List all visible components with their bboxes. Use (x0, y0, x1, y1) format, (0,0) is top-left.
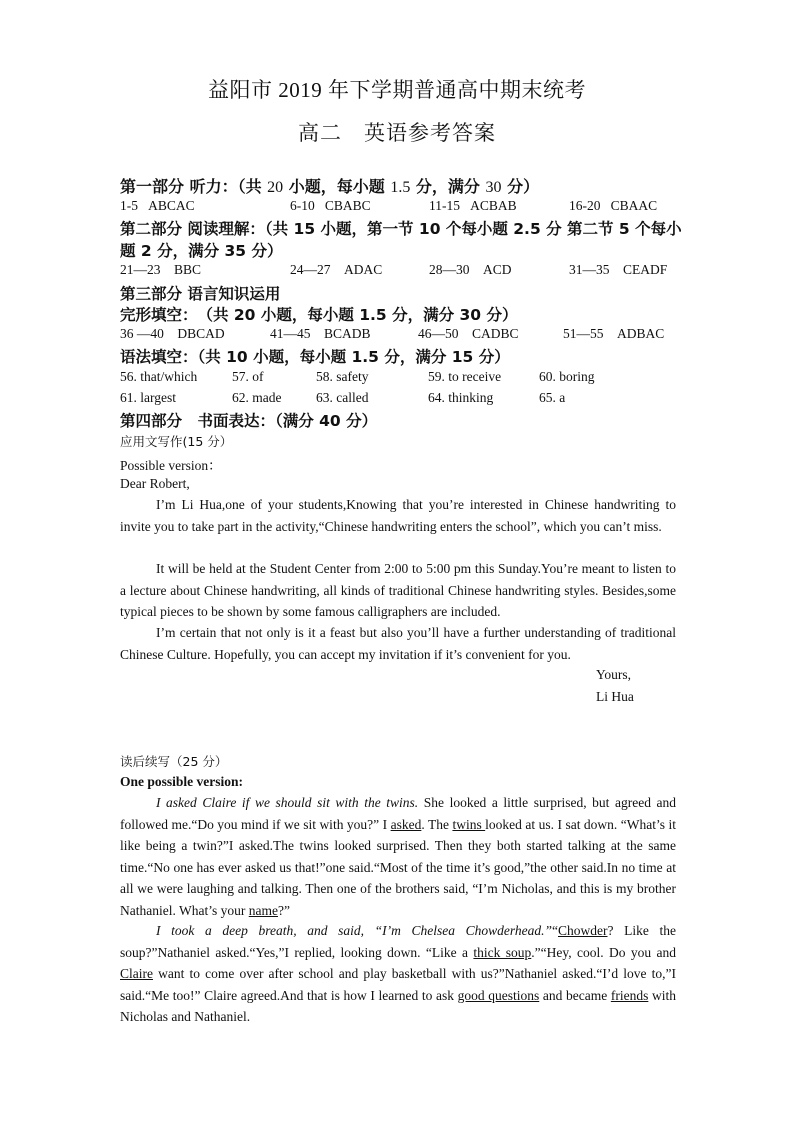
page-title: 益阳市 2019 年下学期普通高中期末统考 (208, 78, 586, 102)
part1-heading-c: 分，满分 (415, 177, 480, 196)
letter-paragraph: I’m Li Hua,one of your students,Knowing that you’re interested in Chinese handwriting to invite you to take part in the activity,“Chinese handwriting enters the school”, which you can’t miss. (120, 497, 676, 534)
answer-range: 31—35 (569, 262, 610, 277)
answer-group (120, 198, 195, 214)
story-opening-sentence: I took a deep breath, and said, “I’m Chelsea Chowderhead.” (156, 923, 552, 938)
answer-key: BCADB (324, 326, 371, 341)
grammar-answer: 64. thinking (428, 390, 494, 405)
answer-group (270, 326, 371, 342)
answer-range: 28—30 (429, 262, 470, 277)
story-paragraph-1 (120, 792, 676, 921)
story-text: .”“Hey, cool. Do you and (531, 944, 676, 960)
grammar-answer: 57. of (232, 369, 264, 384)
story-text: looked at us. I sat down. “What’s it like being a twin?”I asked.The twins looked surprised. Then they both started talking at the same time.“No one has ever asked us that!”one said.“Most of the time it’s good,”the other said.In no time at all we were laughing and talking. Then one of the brothers said, “I’m Nicholas, and this is my brother Nathaniel. What’s your (120, 816, 676, 918)
underlined-word: twins (452, 816, 486, 832)
letter-paragraph: I’m certain that not only is it a feast but also you’ll have a further understanding of traditional Chinese Culture. Hopefully, you can accept my invitation if it’s convenient for you. (120, 625, 676, 662)
grammar-answer: 65. a (539, 390, 566, 405)
underlined-word: name (248, 902, 278, 918)
page-subtitle: 高二 英语参考答案 (298, 121, 496, 145)
underlined-word: friends (610, 987, 649, 1003)
answer-key: DBCAD (177, 326, 225, 341)
applied-writing-label: 应用文写作(15 分） (120, 434, 233, 449)
part1-heading (120, 174, 539, 197)
one-possible-version-label: One possible version: (120, 774, 244, 789)
underlined-word: thick soup (473, 944, 532, 960)
answer-key: CADBC (472, 326, 519, 341)
grammar-answer: 56. that/which (120, 369, 198, 384)
underlined-word: good questions (457, 987, 540, 1003)
answer-group (120, 326, 225, 342)
grammar-answer: 58. safety (316, 369, 369, 384)
story-text: with Nicholas and Nathaniel. (120, 987, 676, 1024)
answer-range: 51—55 (563, 326, 604, 341)
part3-heading: 第三部分 语言知识运用 (120, 285, 281, 303)
answer-key: CBABC (324, 198, 371, 213)
answer-key: BBC (174, 262, 202, 277)
underlined-word: Chowder (558, 923, 608, 938)
grammar-answer: 59. to receive (428, 369, 502, 384)
grammar-answer: 62. made (232, 390, 282, 405)
answer-key: ACBAB (470, 198, 517, 213)
story-text: “ (552, 923, 558, 938)
answer-key: ACD (483, 262, 512, 277)
grammar-heading: 语法填空：（共 10 小题，每小题 1.5 分，满分 15 分） (120, 348, 510, 366)
letter-paragraph: It will be held at the Student Center from 2:00 to 5:00 pm this Sunday.You’re meant to listen to a lecture about Chinese handwriting, all kinds of traditional Chinese handwriting styles. Besides,some typical pieces to be shown by some famous calligraphers are included. (120, 561, 676, 619)
answer-range: 11-15 (429, 198, 460, 213)
letter-greeting: Dear Robert, (120, 476, 190, 491)
answer-group (569, 198, 657, 214)
part1-heading-a: 第一部分 听力：（共 (120, 177, 262, 196)
part2-heading-line2: 题 2 分，满分 35 分） (120, 242, 283, 260)
answer-group (569, 262, 667, 278)
letter-closing: Yours, (596, 667, 632, 682)
story-text: ? Like the soup?”Nathaniel asked.“Yes,”I replied, looking down. “Like a (120, 923, 676, 960)
answer-group (563, 326, 664, 342)
answer-group (120, 262, 201, 278)
answer-key: CBAAC (610, 198, 658, 213)
grammar-answer: 60. boring (539, 369, 595, 384)
story-paragraph-2 (120, 920, 676, 1028)
answer-range: 41—45 (270, 326, 311, 341)
story-text: ?” (277, 902, 290, 918)
grammar-answer: 63. called (316, 390, 369, 405)
answer-key: ADAC (344, 262, 383, 277)
part1-heading-b: 小题，每小题 (288, 177, 385, 196)
part2-heading-line1: 第二部分 阅读理解：（共 15 小题，第一节 10 个每小题 2.5 分 第二节 5 个每小 (120, 220, 682, 238)
part1-heading-n2: 1.5 (390, 179, 411, 196)
part4-heading: 第四部分 书面表达：（满分 40 分） (120, 412, 378, 430)
answer-range: 16-20 (569, 198, 601, 213)
answer-group (290, 198, 371, 214)
continuation-label: 读后续写（25 分） (120, 754, 228, 769)
answer-range: 21—23 (120, 262, 161, 277)
answer-group (429, 198, 517, 214)
story-opening-sentence: I asked Claire if we should sit with the twins. (156, 795, 419, 810)
answer-key: ADBAC (617, 326, 665, 341)
story-text: want to come over after school and play basketball with us?”Nathaniel asked.“I’d love to,”I said.“Me too!” Claire agreed.And that is how I learned to ask (120, 966, 676, 1003)
answer-key: CEADF (623, 262, 668, 277)
grammar-answer: 61. largest (120, 390, 176, 405)
answer-range: 6-10 (290, 198, 315, 213)
cloze-heading: 完形填空： （共 20 小题，每小题 1.5 分，满分 30 分） (120, 306, 518, 324)
underlined-word: asked (390, 816, 422, 832)
part1-heading-n3: 30 (485, 179, 502, 196)
answer-range: 46—50 (418, 326, 459, 341)
story-text: . The (421, 816, 453, 832)
story-text: She looked a little surprised, but agreed and followed me.“Do you mind if we sit with you?” I (120, 795, 676, 832)
underlined-word: Claire (120, 966, 153, 981)
story-text: and became (539, 987, 611, 1003)
answer-group (290, 262, 382, 278)
possible-version-label: Possible version： (120, 458, 222, 473)
answer-range: 36 —40 (120, 326, 164, 341)
letter-signature: Li Hua (596, 689, 634, 704)
part1-heading-n1: 20 (267, 179, 284, 196)
answer-group (418, 326, 519, 342)
answer-group (429, 262, 512, 278)
answer-key: ABCAC (148, 198, 195, 213)
answer-range: 1-5 (120, 198, 138, 213)
part1-heading-d: 分） (507, 177, 540, 196)
answer-range: 24—27 (290, 262, 331, 277)
